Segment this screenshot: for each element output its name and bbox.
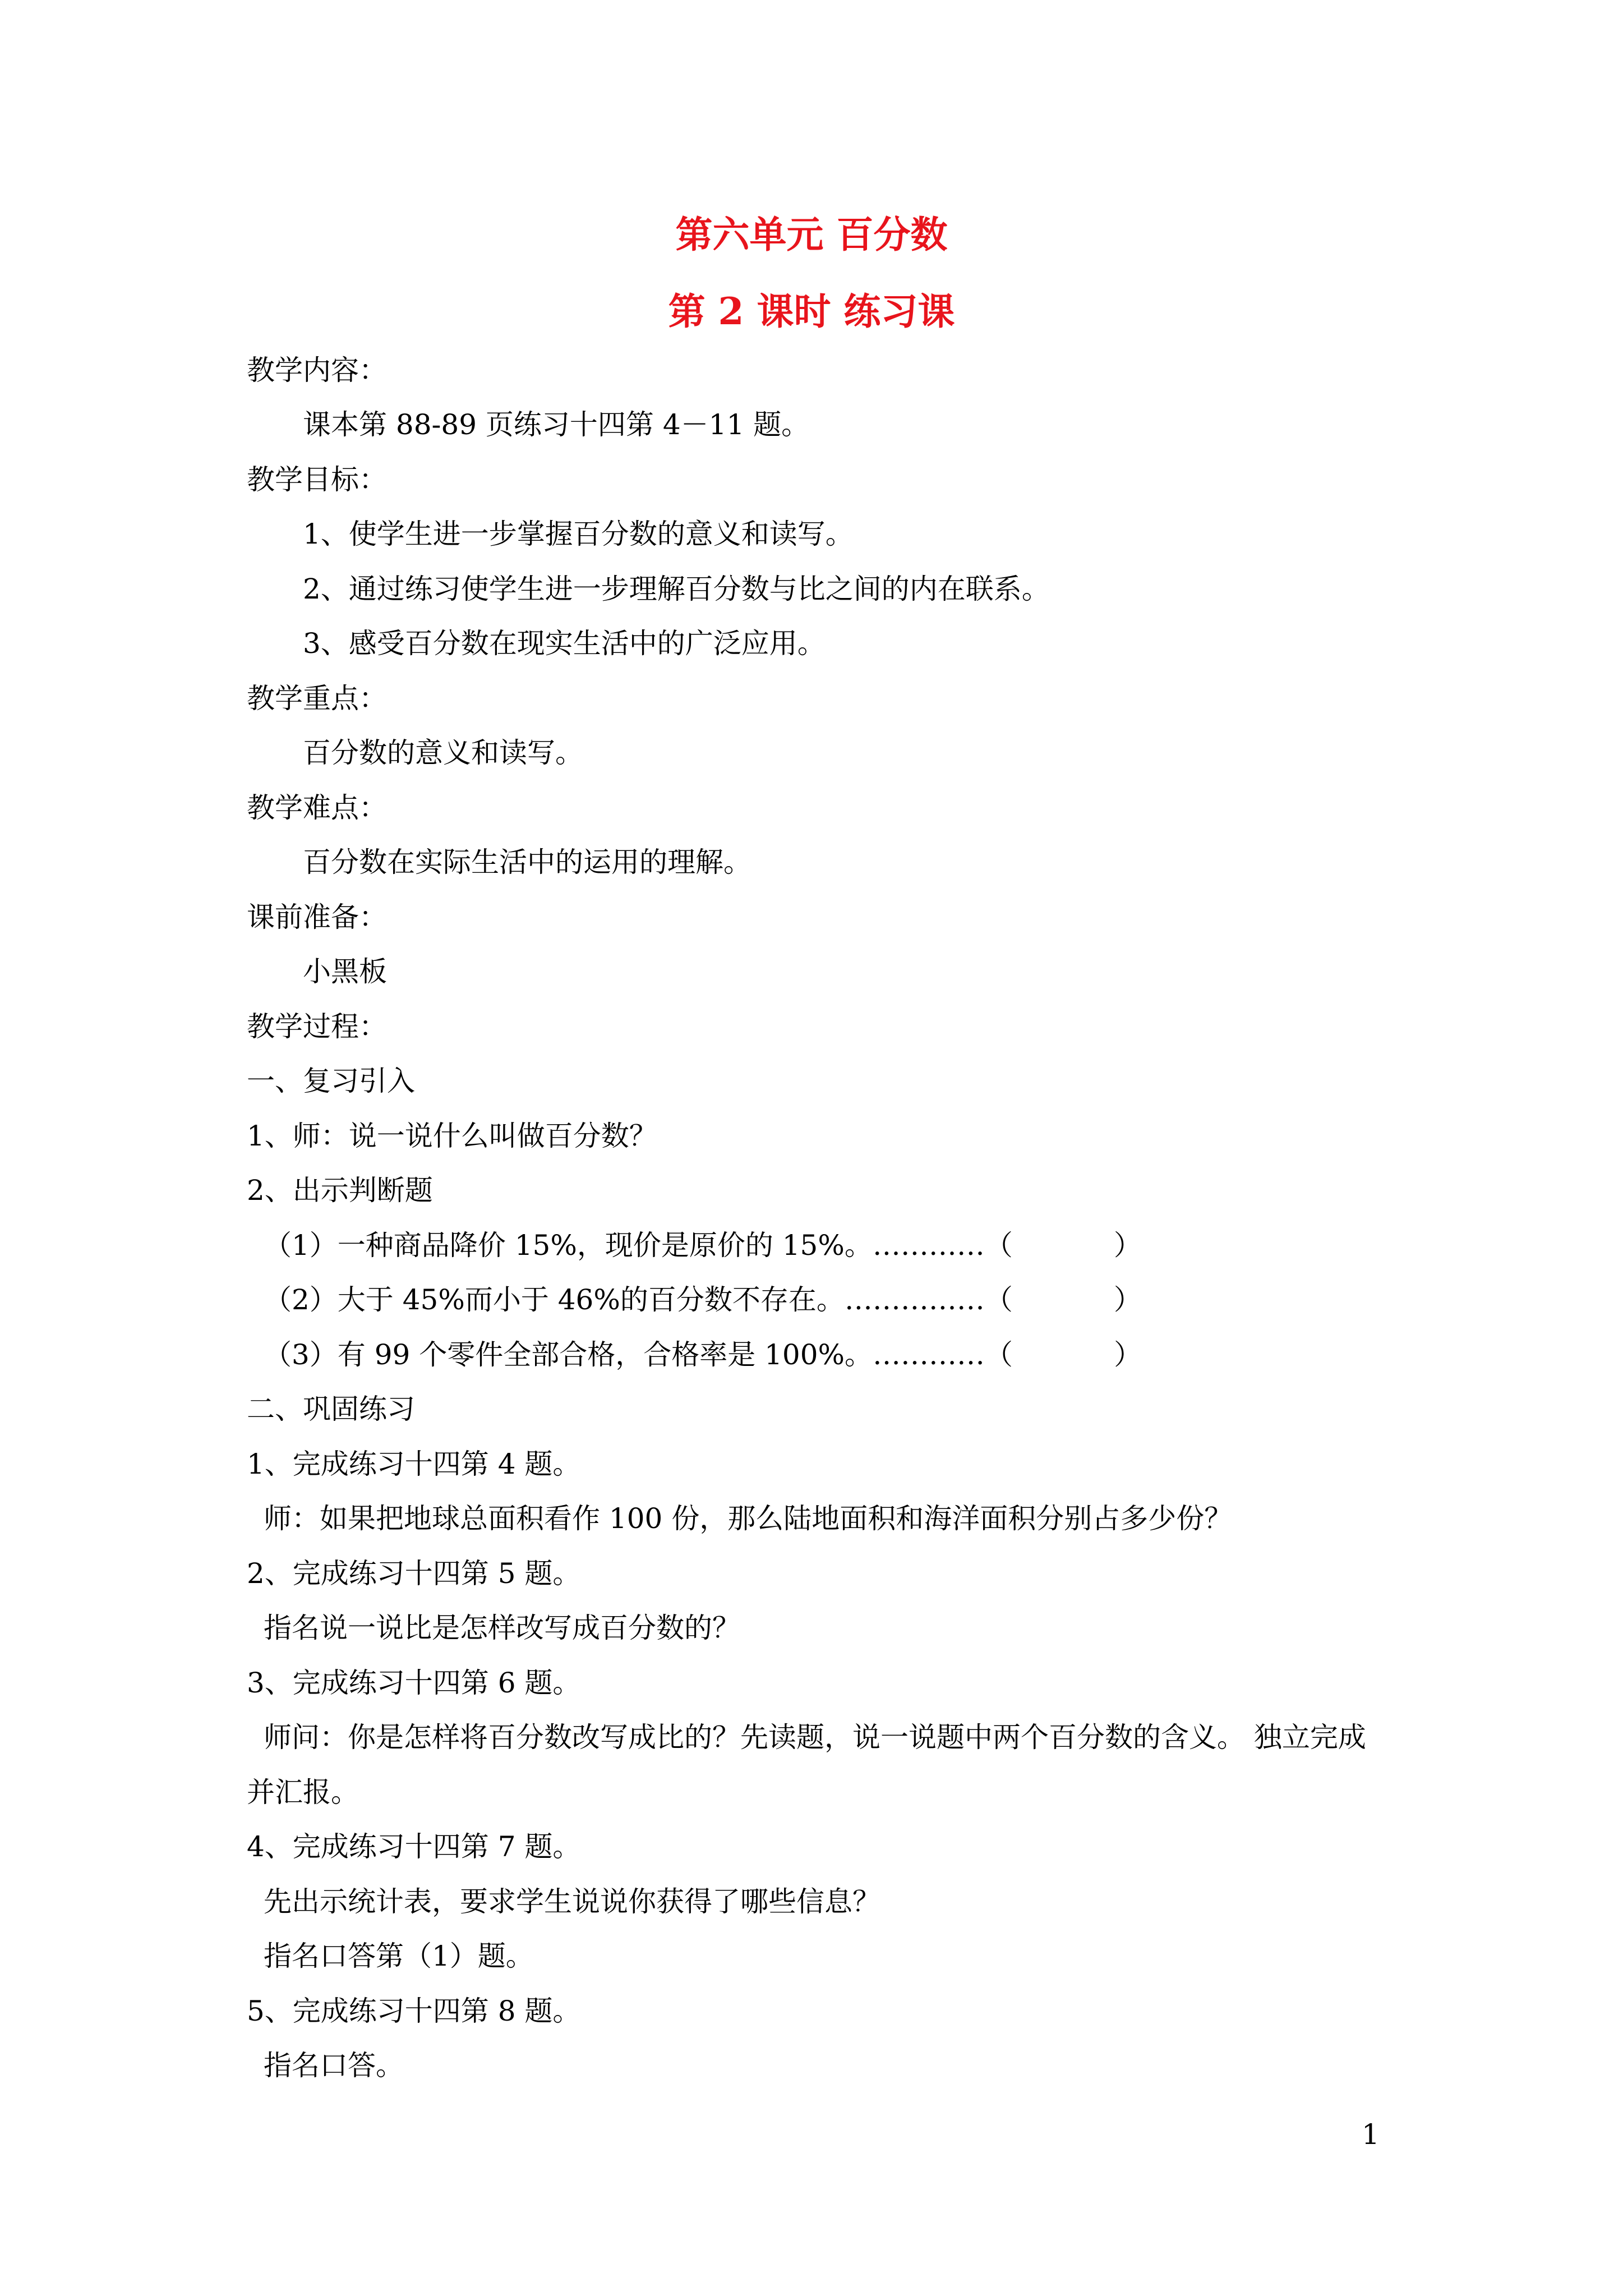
goal-item: 3、感受百分数在现实生活中的广泛应用。 [303,627,826,660]
part1-item: 1、师：说一说什么叫做百分数？ [247,1120,657,1152]
exercise-note: 师：如果把地球总面积看作 100 份，那么陆地面积和海洋面积分别占多少份？ [264,1502,1233,1535]
judgement-text: （3）有 99 个零件全部合格，合格率是 100%。…………（ [264,1338,1013,1371]
key-heading: 教学重点： [247,682,387,715]
key-text: 百分数的意义和读写。 [303,737,583,769]
part1-heading: 一、复习引入 [247,1065,415,1097]
document-subtitle: 第 2 课时 练习课 [668,289,955,333]
judgement-item [264,1280,1142,1319]
prep-heading: 课前准备： [247,901,387,933]
part1-item: 2、出示判断题 [247,1174,433,1207]
document-title: 第六单元 百分数 [675,213,948,256]
exercise-item: 4、完成练习十四第 7 题。 [247,1830,581,1863]
exercise-note: 指名口答第（1）题。 [264,1940,534,1972]
judgement-close: ） [1114,1338,1142,1371]
exercise-note: 师问：你是怎样将百分数改写成比的？先读题，说一说题中两个百分数的含义。 独立完成 [264,1721,1366,1754]
content-heading: 教学内容： [247,354,387,386]
exercise-item: 5、完成练习十四第 8 题。 [247,1995,581,2027]
judgement-text: （1）一种商品降价 15%，现价是原价的 15%。…………（ [264,1229,1013,1262]
exercise-item: 1、完成练习十四第 4 题。 [247,1448,581,1480]
prep-text: 小黑板 [303,955,387,988]
part2-heading: 二、巩固练习 [247,1393,415,1425]
page-number: 1 [1362,2118,1380,2151]
judgement-item [264,1335,1142,1374]
goals-heading: 教学目标： [247,463,387,496]
judgement-close: ） [1113,1229,1142,1262]
exercise-note: 先出示统计表，要求学生说说你获得了哪些信息？ [264,1885,880,1918]
difficulty-heading: 教学难点： [247,792,387,824]
content-text: 课本第 88-89 页练习十四第 4－11 题。 [303,408,810,441]
exercise-note: 指名口答。 [264,2049,404,2082]
exercise-item: 3、完成练习十四第 6 题。 [247,1667,581,1699]
goal-item: 2、通过练习使学生进一步理解百分数与比之间的内在联系。 [303,573,1050,605]
goal-item: 1、使学生进一步掌握百分数的意义和读写。 [303,518,854,550]
judgement-close: ） [1113,1283,1142,1316]
process-heading: 教学过程： [247,1010,387,1043]
exercise-item: 2、完成练习十四第 5 题。 [247,1557,581,1590]
difficulty-text: 百分数在实际生活中的运用的理解。 [303,846,751,878]
exercise-note: 并汇报。 [247,1776,359,1809]
exercise-note: 指名说一说比是怎样改写成百分数的？ [264,1612,740,1644]
judgement-text: （2）大于 45%而小于 46%的百分数不存在。……………（ [264,1283,1013,1316]
judgement-item [264,1226,1142,1265]
